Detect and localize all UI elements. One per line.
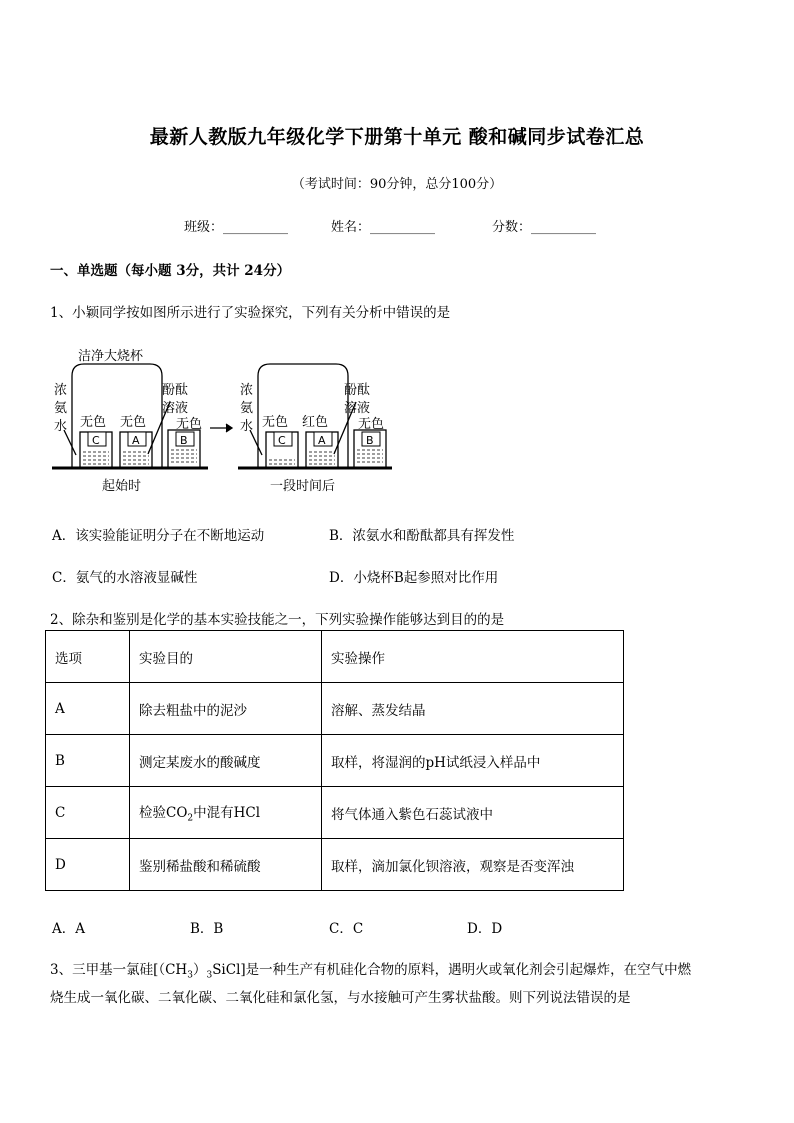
experiment-table	[45, 630, 624, 891]
svg-text:C: C	[92, 434, 100, 447]
header-cell: 选项	[46, 631, 130, 683]
svg-text:A: A	[318, 434, 326, 447]
section-heading: 一、单选题（每小题 3分，共计 24分）	[50, 263, 291, 279]
question-2-stem: 2、除杂和鉴别是化学的基本实验技能之一，下列实验操作能够达到目的的是	[50, 612, 505, 628]
svg-text:红色: 红色	[302, 415, 329, 430]
svg-text:无色: 无色	[358, 417, 385, 432]
svg-text:无色: 无色	[80, 415, 107, 430]
purpose-cell: 鉴别稀盐酸和稀硫酸	[130, 839, 322, 891]
operation-cell: 将气体通入紫色石蕊试液中	[322, 787, 624, 839]
table-row	[46, 839, 624, 891]
svg-text:酚酞: 酚酞	[162, 383, 189, 398]
svg-text:B: B	[180, 434, 188, 447]
q1-option-b[interactable]: B．浓氨水和酚酞都具有挥发性	[329, 528, 515, 544]
svg-text:氨: 氨	[240, 401, 254, 416]
svg-text:无色: 无色	[176, 417, 203, 432]
name-field: 姓名：__________	[331, 220, 436, 235]
option-cell: D	[46, 839, 130, 891]
q1-option-a[interactable]: A．该实验能证明分子在不断地运动	[52, 528, 265, 544]
svg-text:酚酞: 酚酞	[344, 383, 371, 398]
operation-cell: 取样，滴加氯化钡溶液，观察是否变浑浊	[322, 839, 624, 891]
purpose-cell: 测定某废水的酸碱度	[130, 735, 322, 787]
caption-start: 起始时	[102, 479, 142, 494]
svg-text:水: 水	[54, 419, 68, 434]
operation-cell: 取样，将湿润的pH试纸浸入样品中	[322, 735, 624, 787]
svg-text:无色: 无色	[120, 415, 147, 430]
purpose-cell: 检验$CO_2$中混有HCl	[130, 787, 322, 839]
table-row	[46, 735, 624, 787]
page-title: 最新人教版九年级化学下册第十单元 酸和碱同步试卷汇总	[149, 126, 645, 148]
class-field: 班级：__________	[184, 220, 289, 235]
header-cell: 实验操作	[322, 631, 624, 683]
q2-option-d[interactable]: D．D	[467, 921, 503, 937]
table-row	[46, 683, 624, 735]
svg-text:A: A	[132, 434, 140, 447]
question-1-stem: 1、小颖同学按如图所示进行了实验探究，下列有关分析中错误的是	[50, 305, 451, 321]
operation-cell: 溶解、蒸发结晶	[322, 683, 624, 735]
experiment-figure	[52, 342, 392, 497]
q2-option-a[interactable]: A．A	[52, 921, 85, 937]
caption-after: 一段时间后	[270, 479, 336, 494]
header-cell: 实验目的	[130, 631, 322, 683]
purpose-cell: 除去粗盐中的泥沙	[130, 683, 322, 735]
q1-option-d[interactable]: D．小烧杯B起参照对比作用	[329, 570, 499, 586]
svg-text:溶液: 溶液	[344, 401, 371, 416]
svg-text:溶液: 溶液	[162, 401, 189, 416]
svg-text:水: 水	[240, 419, 254, 434]
table-row	[46, 787, 624, 839]
question-3-line-2: 烧生成一氧化碳、二氧化碳、二氧化硅和氯化氢，与水接触可产生雾状盐酸。则下列说法错误的是	[50, 990, 631, 1006]
q2-option-c[interactable]: C．C	[329, 921, 364, 937]
svg-text:B: B	[366, 434, 374, 447]
q2-option-b[interactable]: B．B	[190, 921, 224, 937]
svg-text:C: C	[278, 434, 286, 447]
svg-text:浓: 浓	[240, 383, 254, 398]
score-field: 分数：__________	[492, 220, 597, 235]
option-cell: C	[46, 787, 130, 839]
svg-text:无色: 无色	[262, 415, 289, 430]
exam-info: （考试时间：90分钟，总分100分）	[291, 177, 503, 192]
svg-text:氨: 氨	[54, 401, 68, 416]
option-cell: B	[46, 735, 130, 787]
svg-text:浓: 浓	[54, 383, 68, 398]
option-cell: A	[46, 683, 130, 735]
question-3-line-1: 3、三甲基一氯硅$[(CH_3)_3SiCl]$是一种生产有机硅化合物的原料，遇明火或氧化剂会引起爆炸，在空气中燃	[50, 962, 692, 981]
table-header-row	[46, 631, 624, 683]
q1-option-c[interactable]: C．氨气的水溶液显碱性	[52, 570, 198, 586]
beaker-label: 洁净大烧杯	[78, 349, 144, 364]
